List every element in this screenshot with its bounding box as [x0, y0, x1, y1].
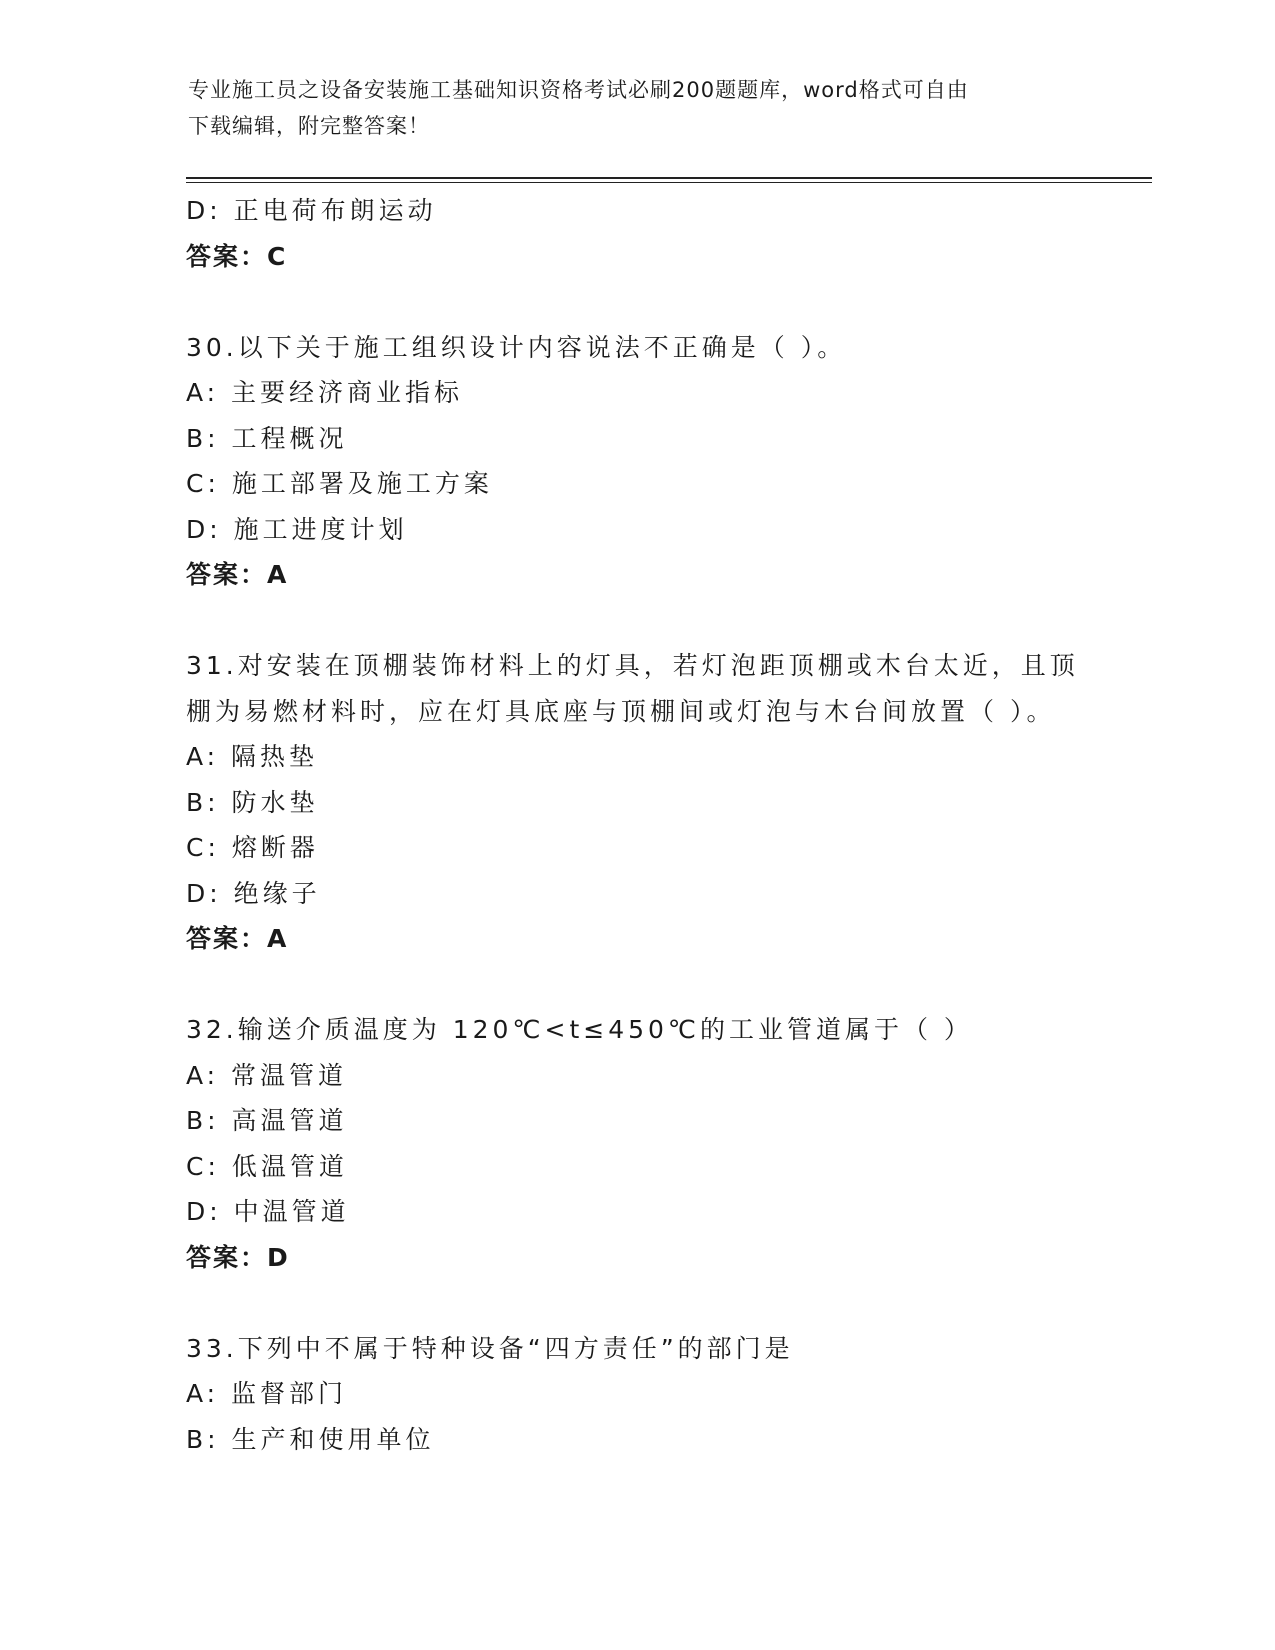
- q31-option-b: B: 防水垫: [186, 787, 319, 817]
- q30-option-a: A: 主要经济商业指标: [186, 378, 464, 407]
- question-31-line-2: 棚为易燃材料时，应在灯具底座与顶棚间或灯泡与木台间放置（ ）。: [186, 696, 1056, 726]
- header-line-1: 专业施工员之设备安装施工基础知识资格考试必刷200题题库，word格式可自由: [188, 78, 969, 102]
- prev-answer: 答案：C: [186, 241, 288, 271]
- q32-option-b: B: 高温管道: [186, 1106, 348, 1135]
- q30-option-b: B: 工程概况: [186, 423, 348, 453]
- q32-option-d: D: 中温管道: [186, 1197, 350, 1226]
- q31-option-c: C: 熔断器: [186, 833, 319, 862]
- q32-option-a: A: 常温管道: [186, 1060, 348, 1090]
- q30-option-d: D: 施工进度计划: [186, 514, 408, 544]
- question-33: 33.下列中不属于特种设备“四方责任”的部门是: [186, 1333, 794, 1363]
- q30-answer: 答案：A: [186, 560, 289, 589]
- header-divider-thick: [186, 177, 1152, 179]
- document-header: [188, 72, 1068, 144]
- header-line-2: 下载编辑，附完整答案！: [188, 114, 430, 138]
- q32-answer: 答案：D: [186, 1242, 290, 1272]
- q32-option-c: C: 低温管道: [186, 1151, 348, 1181]
- header-divider-thin: [186, 182, 1152, 183]
- q31-answer: 答案：A: [186, 924, 289, 953]
- prev-option-d: D: 正电荷布朗运动: [186, 196, 437, 225]
- question-list: [186, 188, 1086, 1462]
- q33-option-b: B: 生产和使用单位: [186, 1424, 435, 1454]
- q31-option-a: A: 隔热垫: [186, 742, 319, 771]
- question-30: 30.以下关于施工组织设计内容说法不正确是（ ）。: [186, 332, 847, 362]
- question-31-line-1: 31.对安装在顶棚装饰材料上的灯具，若灯泡距顶棚或木台太近，且顶: [186, 651, 1079, 680]
- q31-option-d: D: 绝缘子: [186, 878, 321, 908]
- q30-option-c: C: 施工部署及施工方案: [186, 469, 493, 498]
- question-32: 32.输送介质温度为 120℃<t≤450℃的工业管道属于（ ）: [186, 1015, 973, 1044]
- q33-option-a: A: 监督部门: [186, 1379, 348, 1408]
